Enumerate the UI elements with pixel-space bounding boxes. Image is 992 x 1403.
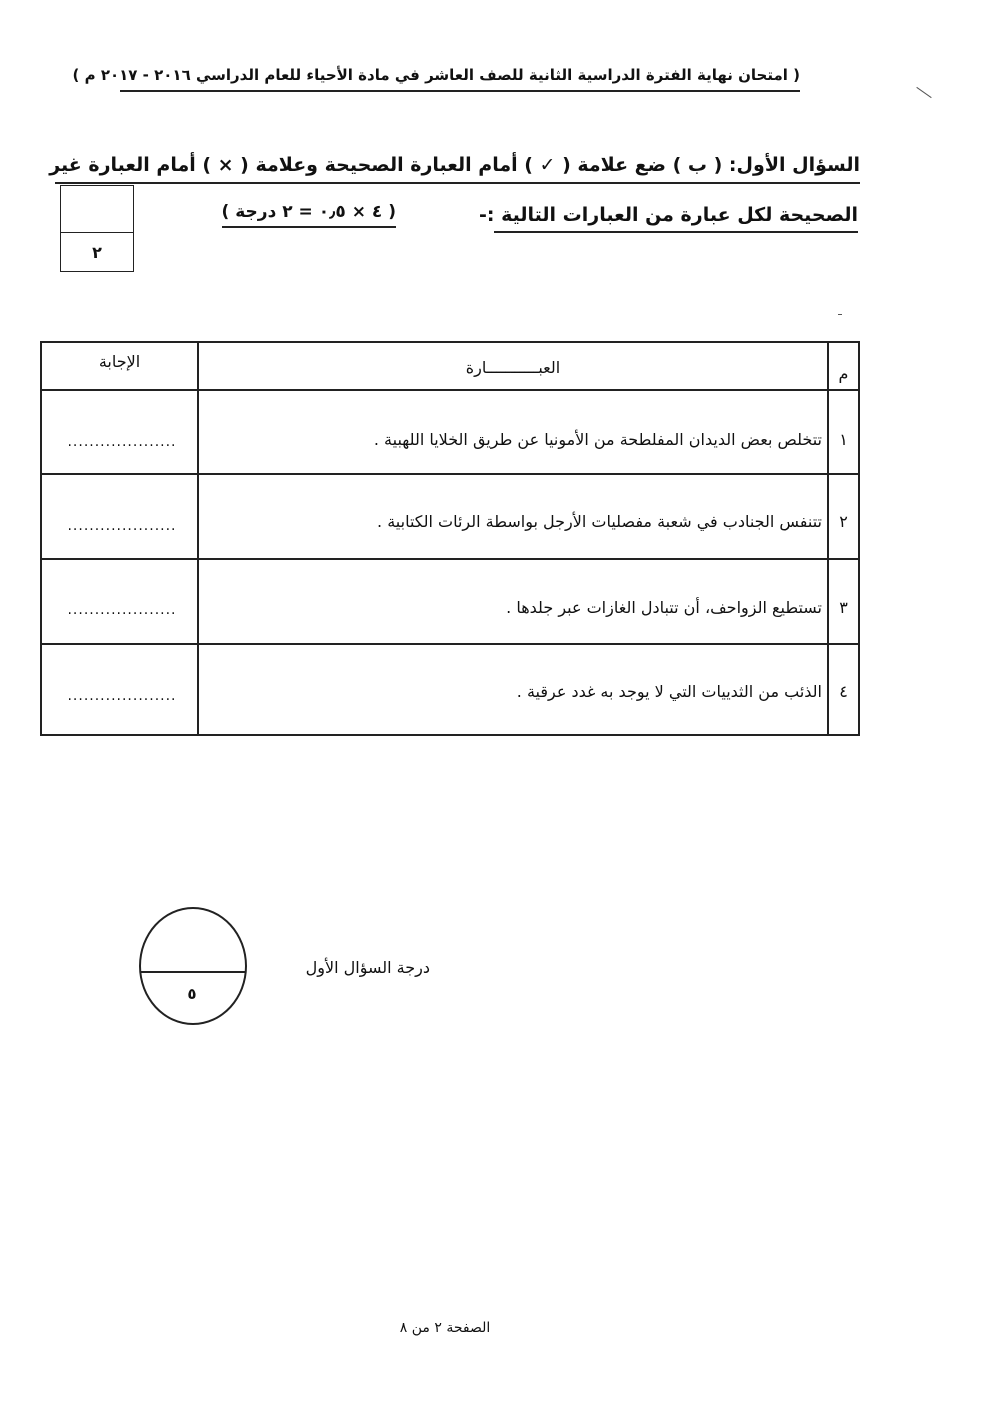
page-number: الصفحة ٢ من ٨ [399,1320,491,1336]
row-divider [42,643,858,645]
grade-circle-divider [141,971,245,973]
score-box-max: ٢ [92,243,102,262]
row-number: ١ [839,430,848,449]
grade-label: درجة السؤال الأول [305,958,430,977]
answer-blank[interactable]: .................... [67,688,177,704]
header-number: م [838,364,849,383]
statement-text: تتخلص بعض الديدان المفلطحة من الأمونيا عن طريق الخلايا اللهبية . [373,430,822,449]
statement-text: تتنفس الجنادب في شعبة مفصليات الأرجل بواسطة الرئات الكتابية . [377,512,822,531]
instruction-underline [55,182,860,184]
scan-mark [838,314,842,315]
answer-blank[interactable]: .................... [67,434,177,450]
question-instruction-line1: السؤال الأول: ( ب ) ضع علامة ( ✓ ) أمام العبارة الصحيحة وعلامة ( × ) أمام العبارة غير [49,154,860,176]
row-divider [42,389,858,391]
exam-header: ( امتحان نهاية الفترة الدراسية الثانية للصف العاشر في مادة الأحياء للعام الدراسي ٢٠١٦ - ٢٠١٧ م ) [72,66,800,84]
header-statement: العبـــــــــــارة [465,358,561,377]
row-divider [42,558,858,560]
statements-table [40,341,860,736]
instruction-underline [494,231,858,233]
answer-blank[interactable]: .................... [67,518,177,534]
row-number: ٢ [839,512,848,531]
points-underline [222,226,396,228]
grade-circle[interactable] [139,907,247,1025]
score-box-divider [60,232,134,233]
header-answer: الإجابة [98,352,141,371]
header-underline [120,90,800,92]
points-formula: ( ٤ × ٠٫٥ = ٢ درجة ) [221,202,396,222]
question-instruction-line2: الصحيحة لكل عبارة من العبارات التالية :- [479,204,858,226]
scan-mark [916,87,931,98]
column-divider [197,343,199,734]
row-number: ٣ [839,598,848,617]
answer-blank[interactable]: .................... [67,602,177,618]
statement-text: الذئب من الثدييات التي لا يوجد به غدد عرقية . [516,682,822,701]
grade-circle-max: ٥ [187,985,197,1003]
statement-text: تستطيع الزواحف، أن تتبادل الغازات عبر جلدها . [506,598,822,617]
row-divider [42,473,858,475]
column-divider [827,343,829,734]
row-number: ٤ [839,682,848,701]
